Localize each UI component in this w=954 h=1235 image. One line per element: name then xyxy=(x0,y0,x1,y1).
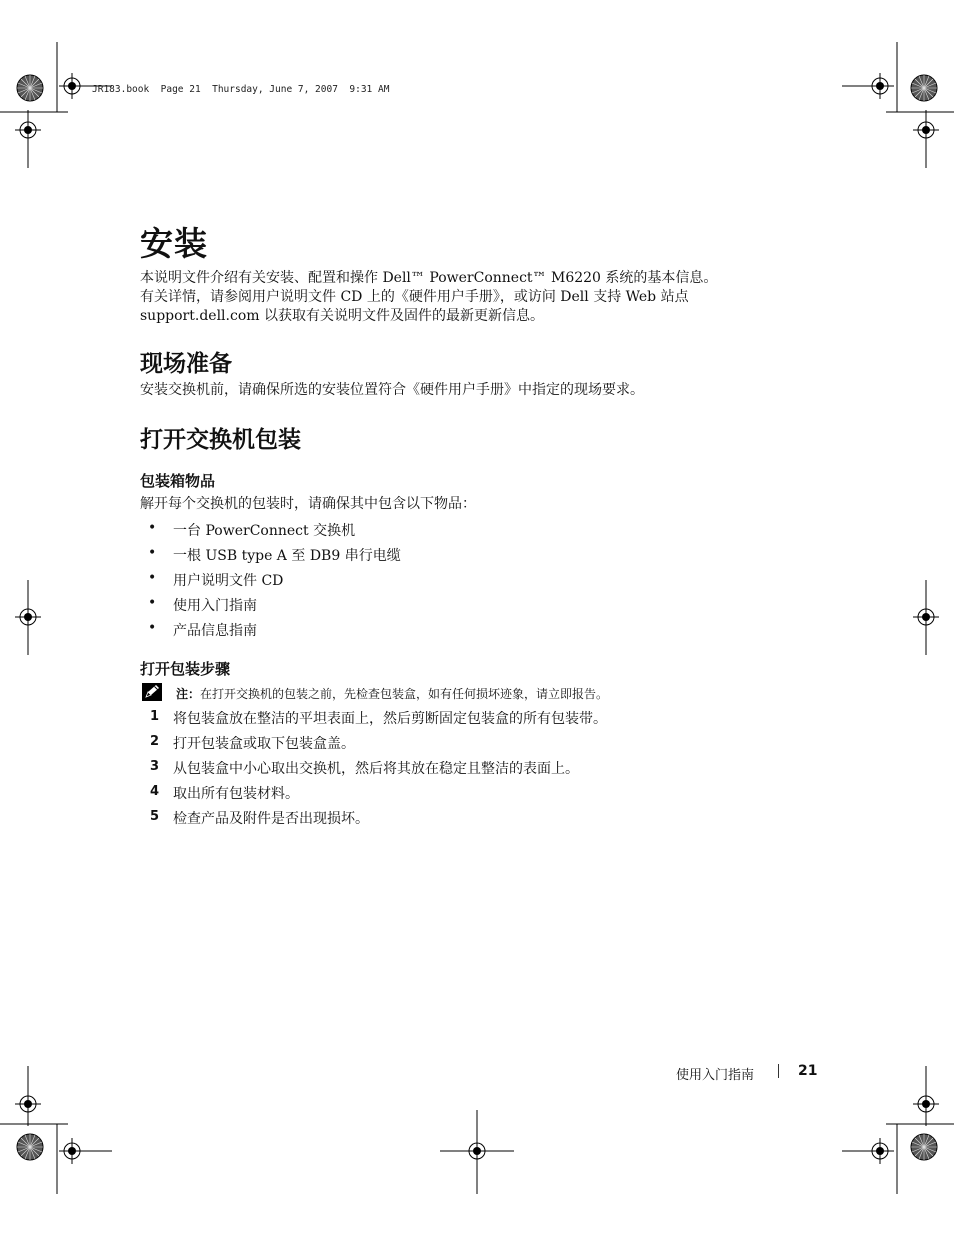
step-text: 从包装盒中小心取出交换机，然后将其放在稳定且整洁的表面上。 xyxy=(173,761,579,777)
unpack-steps-heading: 打开包装步骤 xyxy=(140,660,231,678)
intro-line-3-rest: 以获取有关说明文件及固件的最新更新信息。 xyxy=(259,308,544,324)
bullet-icon: • xyxy=(148,545,157,561)
step-number: 2 xyxy=(150,734,160,749)
step-number: 3 xyxy=(150,759,160,774)
list-item: 一根 USB type A 至 DB9 串行电缆 xyxy=(173,548,401,564)
step-text: 将包装盒放在整洁的平坦表面上，然后剪断固定包装盒的所有包装带。 xyxy=(173,711,607,727)
site-prep-text: 安装交换机前，请确保所选的安装位置符合《硬件用户手册》中指定的现场要求。 xyxy=(140,382,644,398)
bullet-icon: • xyxy=(148,595,157,611)
list-item: 用户说明文件 CD xyxy=(173,573,284,589)
page-number: 21 xyxy=(798,1063,818,1079)
step-text: 检查产品及附件是否出现损坏。 xyxy=(173,811,369,827)
step-number: 5 xyxy=(150,809,160,824)
site-prep-heading: 现场准备 xyxy=(140,351,232,377)
print-slug: JR183.book Page 21 Thursday, June 7, 2007 9:31 AM xyxy=(92,84,390,95)
note xyxy=(176,685,608,702)
note-label: 注： xyxy=(176,687,201,701)
intro-line-2: 有关详情，请参阅用户说明文件 CD 上的《硬件用户手册》，或访问 Dell 支持 Web 站点 xyxy=(140,289,689,305)
note-pencil-icon xyxy=(142,683,162,701)
page-title: 安装 xyxy=(140,224,208,263)
unpack-heading: 打开交换机包装 xyxy=(140,427,301,453)
list-item: 一台 PowerConnect 交换机 xyxy=(173,523,356,539)
bullet-icon: • xyxy=(148,520,157,536)
bullet-icon: • xyxy=(148,620,157,636)
step-number: 1 xyxy=(150,709,160,724)
footer-separator xyxy=(778,1064,779,1078)
intro-line-1: 本说明文件介绍有关安装、配置和操作 Dell™ PowerConnect™ M6220 系统的基本信息。 xyxy=(140,270,718,286)
package-contents-intro: 解开每个交换机的包装时，请确保其中包含以下物品： xyxy=(140,496,476,512)
list-item: 产品信息指南 xyxy=(173,623,257,639)
step-number: 4 xyxy=(150,784,160,799)
footer-section-title: 使用入门指南 xyxy=(676,1068,755,1083)
step-text: 取出所有包装材料。 xyxy=(173,786,299,802)
bullet-icon: • xyxy=(148,570,157,586)
step-text: 打开包装盒或取下包装盒盖。 xyxy=(173,736,355,752)
intro-line-3 xyxy=(140,307,544,325)
note-text: 在打开交换机的包装之前，先检查包装盒，如有任何损坏迹象，请立即报告。 xyxy=(200,687,609,701)
list-item: 使用入门指南 xyxy=(173,598,257,614)
package-contents-heading: 包装箱物品 xyxy=(140,472,216,490)
support-link[interactable]: support.dell.com xyxy=(140,308,260,324)
